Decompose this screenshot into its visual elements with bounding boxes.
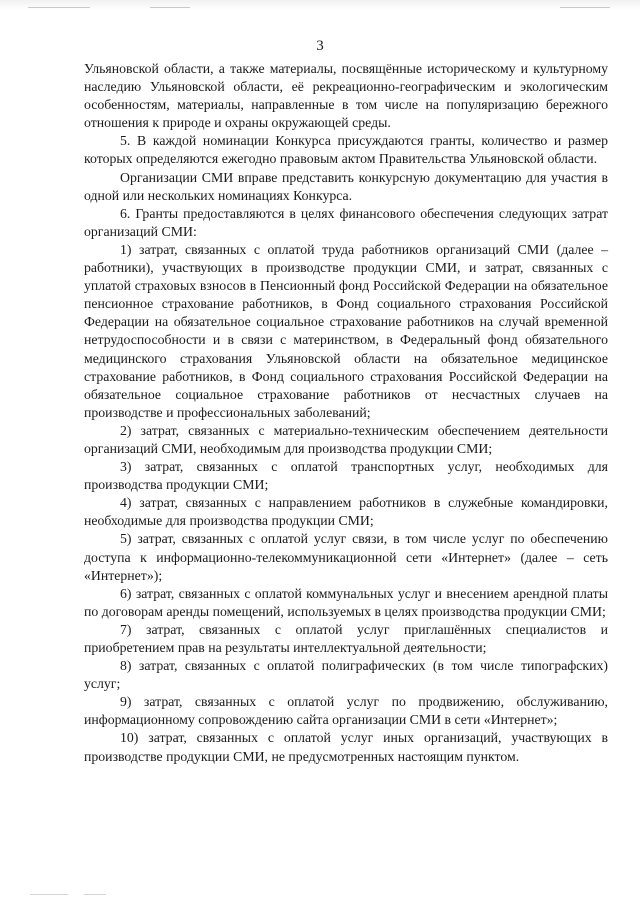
paragraph: 6. Гранты предоставляются в целях финансового обеспечения следующих затрат организаций СМИ: (84, 205, 608, 239)
body-text (84, 60, 608, 766)
scan-artifact-line (28, 7, 90, 8)
paragraph: 8) затрат, связанных с оплатой полиграфических (в том числе типографских) услуг; (84, 658, 608, 692)
scan-artifact-line (560, 7, 610, 8)
paragraph: 7) затрат, связанных с оплатой услуг приглашённых специалистов и приобретением прав на результаты интеллектуальной деятельности; (84, 621, 608, 655)
paragraph: 9) затрат, связанных с оплатой услуг по продвижению, обслуживанию, информационному сопровождению сайта организации СМИ в сети «Интернет»; (84, 694, 608, 728)
paragraph: 10) затрат, связанных с оплатой услуг иных организаций, участвующих в производстве продукции СМИ, не предусмотренных настоящим пунктом. (84, 730, 608, 764)
paragraph: 5) затрат, связанных с оплатой услуг связи, в том числе услуг по обеспечению доступа к информационно-телекоммуникационной сети «Интернет» (далее – сеть «Интернет»); (84, 531, 608, 583)
paragraph: Организации СМИ вправе представить конкурсную документацию для участия в одной или нескольких номинациях Конкурса. (84, 169, 608, 203)
page-number: 3 (316, 38, 324, 54)
paragraph: Ульяновской области, а также материалы, посвящённые историческому и культурному наследию Ульяновской области, её рекреационно-географическим и экологическим особенностям, материалы, направленные в том числе на популяризацию бережного отношения к природе и охраны окружающей среды. (84, 61, 608, 131)
scan-artifact-line (30, 894, 68, 895)
scan-artifact-line (150, 7, 190, 8)
paragraph: 4) затрат, связанных с направлением работников в служебные командировки, необходимые для производства продукции СМИ; (84, 495, 608, 529)
paragraph: 1) затрат, связанных с оплатой труда работников организаций СМИ (далее – работники), участвующих в производстве продукции СМИ, и затрат, связанных с уплатой страховых взносов в Пенсионный фонд Российской Федерации на обязательное пенсионное страхование работников, в Фонд социального страхования Российской Федерации на обязательное социальное страхование работников на случай временной нетрудоспособности и в связи с материнством, в Федеральный фонд обязательного медицинского страхования Ульяновской области на обязательное медицинское страхование работников, в Фонд социального страхования Российской Федерации на обязательное социальное страхование работников от несчастных случаев на производстве и профессиональных заболеваний; (84, 241, 608, 420)
paragraph: 5. В каждой номинации Конкурса присуждаются гранты, количество и размер которых определяются ежегодно правовым актом Правительства Ульяновской области. (84, 133, 608, 167)
paragraph: 2) затрат, связанных с материально-техническим обеспечением деятельности организаций СМИ, необходимым для производства продукции СМИ; (84, 422, 608, 456)
scan-top-edge (0, 0, 640, 10)
paragraph: 6) затрат, связанных с оплатой коммунальных услуг и внесением арендной платы по договорам аренды помещений, используемых в целях производства продукции СМИ; (84, 585, 608, 619)
paragraph: 3) затрат, связанных с оплатой транспортных услуг, необходимых для производства продукции СМИ; (84, 459, 608, 493)
scan-artifact-line (84, 894, 106, 895)
